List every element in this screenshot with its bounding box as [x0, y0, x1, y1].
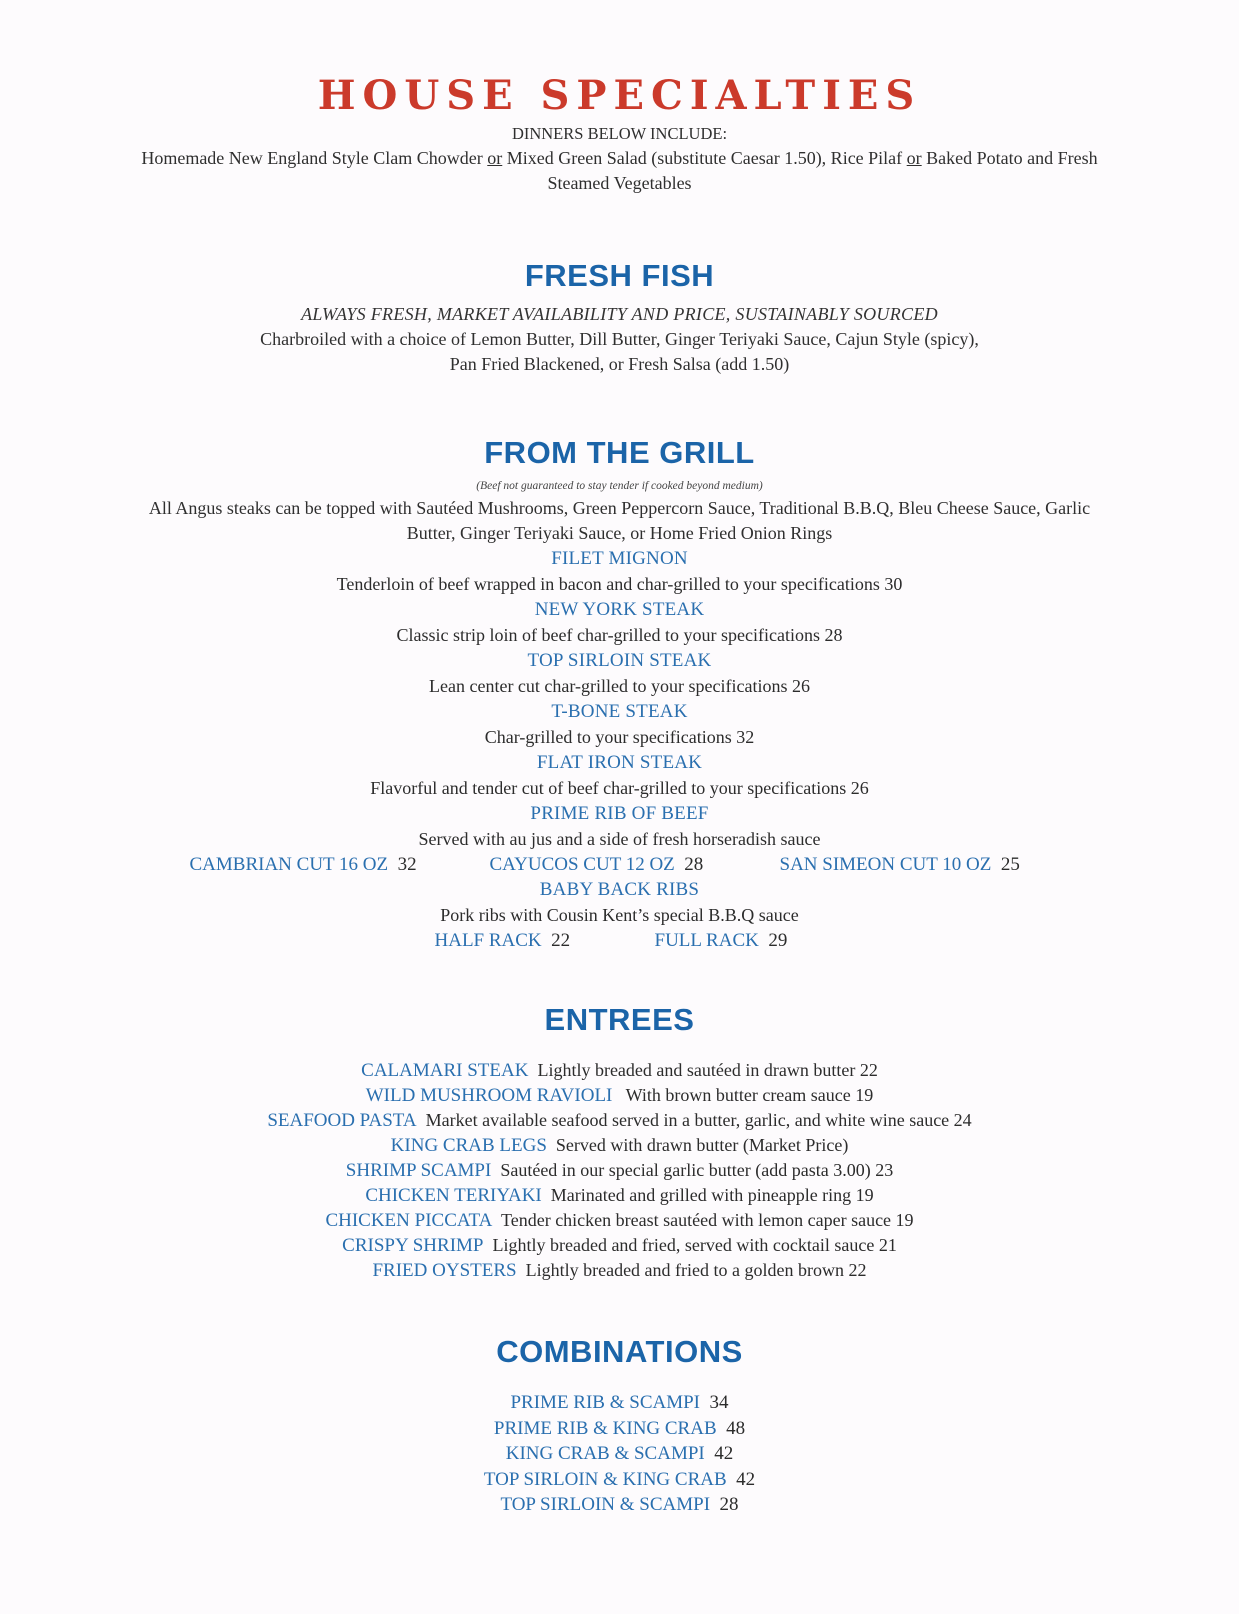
entree-item: FRIED OYSTERS Lightly breaded and fried to a golden brown 22 [372, 1260, 867, 1281]
cut-option: CAMBRIAN CUT 16 OZ 32 [189, 854, 417, 875]
entree-item: KING CRAB LEGS Served with drawn butter (Market Price) [390, 1135, 849, 1156]
rib-racks-row [0, 928, 1239, 953]
menu-item-desc: Pork ribs with Cousin Kent’s special B.B.Q sauce [440, 905, 799, 925]
combo-item: PRIME RIB & KING CRAB 48 [493, 1417, 746, 1439]
menu-item-desc: Tenderloin of beef wrapped in bacon and char-grilled to your specifications 30 [336, 574, 903, 594]
menu-item-name: TOP SIRLOIN STEAK [527, 650, 712, 671]
grill-toppings-line-1: All Angus steaks can be topped with Sautéed Mushrooms, Green Peppercorn Sauce, Traditional B.B.Q, Bleu Cheese Sauce, Garlic [148, 498, 1091, 518]
menu-item-desc: Classic strip loin of beef char-grilled to your specifications 28 [396, 625, 843, 645]
fresh-fish-tagline: ALWAYS FRESH, MARKET AVAILABILITY AND PRICE, SUSTAINABLY SOURCED [301, 304, 938, 324]
cut-option: CAYUCOS CUT 12 OZ 28 [489, 854, 704, 875]
combo-item: TOP SIRLOIN & KING CRAB 42 [483, 1468, 756, 1490]
rack-option: HALF RACK 22 [434, 930, 571, 951]
grill-note: (Beef not guaranteed to stay tender if cooked beyond medium) [476, 480, 763, 492]
grill-toppings-line-2: Butter, Ginger Teriyaki Sauce, or Home Fried Onion Rings [406, 523, 833, 543]
combo-item: TOP SIRLOIN & SCAMPI 28 [500, 1494, 739, 1515]
entree-item: CALAMARI STEAK Lightly breaded and sautéed in drawn butter 22 [361, 1060, 878, 1081]
rack-option: FULL RACK 29 [654, 930, 788, 951]
combo-item: KING CRAB & SCAMPI 42 [505, 1443, 734, 1464]
combinations-block [0, 1390, 1239, 1518]
entree-item: CHICKEN PICCATA Tender chicken breast sautéed with lemon caper sauce 19 [325, 1210, 914, 1231]
prime-rib-cuts-row [0, 852, 1239, 877]
menu-item-name: PRIME RIB OF BEEF [530, 803, 709, 824]
menu-item-desc: Lean center cut char-grilled to your specifications 26 [429, 676, 810, 696]
grill-block [0, 476, 1239, 953]
dinners-line-1: Homemade New England Style Clam Chowder or Mixed Green Salad (substitute Caesar 1.50), Rice Pilaf or Baked Potato and Fresh [141, 148, 1098, 168]
fresh-fish-line-2: Pan Fried Blackened, or Fresh Salsa (add 1.50) [449, 354, 790, 374]
entree-item: SEAFOOD PASTA Market available seafood served in a butter, garlic, and white wine sauce 24 [267, 1110, 972, 1131]
entrees-block [0, 1058, 1239, 1283]
fresh-fish-line-1: Charbroiled with a choice of Lemon Butter, Dill Butter, Ginger Teriyaki Sauce, Cajun Style (spicy), [260, 329, 979, 349]
menu-item-desc: Flavorful and tender cut of beef char-grilled to your specifications 26 [370, 778, 869, 798]
cut-option: SAN SIMEON CUT 10 OZ 25 [779, 854, 1020, 875]
section-heading-combinations: COMBINATIONS [496, 1334, 743, 1369]
menu-item-desc: Served with au jus and a side of fresh horseradish sauce [418, 829, 821, 849]
entree-item: SHRIMP SCAMPI Sautéed in our special garlic butter (add pasta 3.00) 23 [345, 1160, 894, 1181]
menu-item-name: T-BONE STEAK [551, 701, 688, 722]
menu-item-name: BABY BACK RIBS [539, 879, 700, 900]
section-heading-entrees: ENTREES [544, 1002, 695, 1037]
entree-item: CHICKEN TERIYAKI Marinated and grilled with pineapple ring 19 [365, 1185, 874, 1206]
page-title: HOUSE SPECIALTIES [317, 72, 922, 119]
section-heading-fresh-fish: FRESH FISH [524, 258, 715, 293]
combo-item: PRIME RIB & SCAMPI 34 [510, 1392, 729, 1413]
dinners-include-block [0, 121, 1239, 196]
section-heading-from-the-grill: FROM THE GRILL [484, 435, 755, 470]
fresh-fish-block [0, 301, 1239, 377]
menu-item-name: NEW YORK STEAK [534, 599, 705, 620]
menu-item-name: FILET MIGNON [551, 548, 688, 569]
menu-item-desc: Char-grilled to your specifications 32 [484, 727, 755, 747]
menu-item-name: FLAT IRON STEAK [536, 752, 703, 773]
entree-item: CRISPY SHRIMP Lightly breaded and fried, served with cocktail sauce 21 [342, 1235, 897, 1256]
dinners-heading: DINNERS BELOW INCLUDE: [511, 124, 728, 143]
entree-item: WILD MUSHROOM RAVIOLI With brown butter cream sauce 19 [365, 1085, 874, 1106]
dinners-line-2: Steamed Vegetables [547, 173, 692, 193]
